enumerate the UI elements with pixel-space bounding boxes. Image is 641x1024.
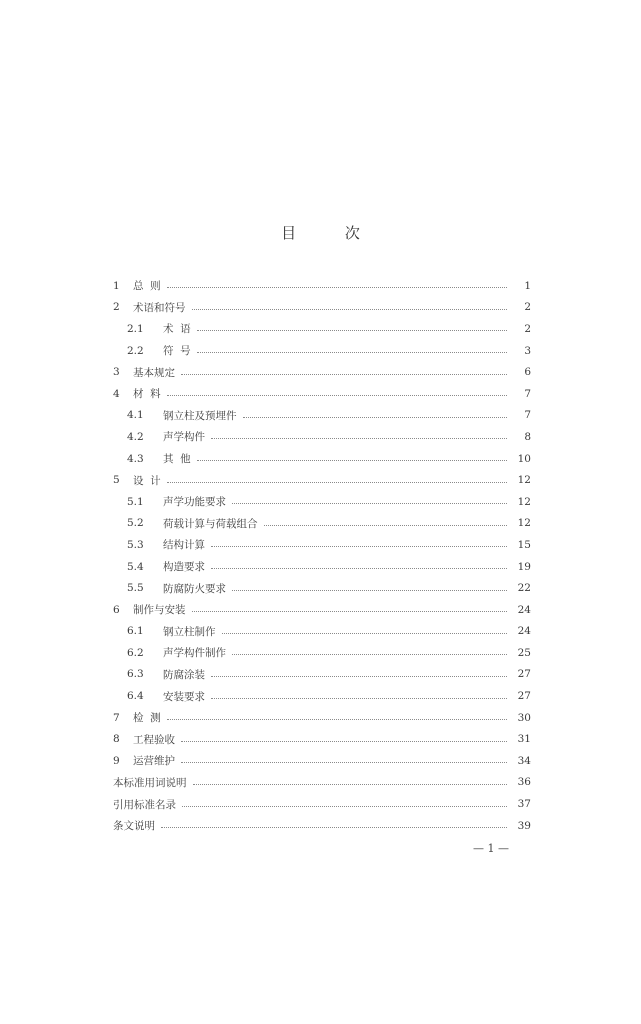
toc-entry — [113, 297, 531, 319]
toc-entry-number: 2.2 — [127, 344, 144, 357]
toc-entry — [113, 750, 531, 772]
toc-entry — [113, 642, 531, 664]
toc-title: 目 次 — [281, 224, 382, 242]
toc-dot-leader — [232, 590, 507, 591]
toc-dot-leader — [211, 676, 507, 677]
toc-dot-leader — [181, 374, 507, 375]
toc-entry-label: 声学功能要求 — [163, 496, 226, 509]
toc-entry-page: 3 — [524, 344, 531, 357]
toc-entry-number: 9 — [113, 754, 120, 767]
toc-entry-page: 27 — [517, 668, 531, 681]
toc-entry-page: 2 — [524, 301, 531, 314]
toc-dot-leader — [264, 525, 508, 526]
toc-entry — [113, 513, 531, 535]
toc-entry-number: 1 — [113, 279, 120, 292]
toc-entry — [113, 707, 531, 729]
toc-entry-number: 5.5 — [127, 582, 144, 595]
toc-dot-leader — [167, 395, 507, 396]
toc-entry-page: 22 — [517, 582, 531, 595]
toc-entry-page: 7 — [524, 409, 531, 422]
toc-entry — [113, 556, 531, 578]
toc-entry — [113, 383, 531, 405]
toc-entry — [113, 448, 531, 470]
toc-entry-label: 检 测 — [133, 712, 161, 725]
toc-entry-number: 4.3 — [127, 452, 144, 465]
toc-entry-number: 3 — [113, 366, 120, 379]
toc-entry — [113, 577, 531, 599]
toc-entry-page: 31 — [517, 733, 531, 746]
toc-entry — [113, 793, 531, 815]
toc-entry-page: 34 — [517, 754, 531, 767]
toc-entry-number: 5.4 — [127, 560, 144, 573]
toc-entry-page: 6 — [524, 366, 531, 379]
toc-dot-leader — [211, 546, 507, 547]
toc-entry-label: 其 他 — [163, 453, 191, 466]
toc-entry-label: 总 则 — [133, 280, 161, 293]
toc-entry-page: 24 — [517, 603, 531, 616]
toc-entry-label: 工程验收 — [133, 733, 175, 746]
page-number-footer: — 1 — — [473, 842, 509, 855]
toc-entry-label: 声学构件 — [163, 431, 205, 444]
toc-entry-page: 37 — [517, 798, 531, 811]
toc-entry — [113, 275, 531, 297]
toc-dot-leader — [243, 417, 508, 418]
toc-entry-number: 4.1 — [127, 409, 144, 422]
toc-entry-page: 10 — [517, 452, 531, 465]
toc-entry-label: 防腐防火要求 — [163, 582, 226, 595]
toc-entry-page: 12 — [517, 495, 531, 508]
toc-entry-number: 8 — [113, 733, 120, 746]
toc-entry-label: 声学构件制作 — [163, 647, 226, 660]
toc-entry-page: 19 — [517, 560, 531, 573]
toc-entry-label: 材 料 — [133, 388, 161, 401]
toc-entry — [113, 361, 531, 383]
toc-entry-page: 12 — [517, 474, 531, 487]
toc-entry — [113, 405, 531, 427]
toc-entry — [113, 728, 531, 750]
toc-entry-label: 设 计 — [133, 474, 161, 487]
toc-entry — [113, 534, 531, 556]
toc-entry — [113, 664, 531, 686]
toc-entry-number: 6.3 — [127, 668, 144, 681]
toc-entry — [113, 491, 531, 513]
toc-entry-page: 7 — [524, 387, 531, 400]
toc-entry-number: 6.4 — [127, 690, 144, 703]
toc-entry — [113, 685, 531, 707]
toc-entry-label: 荷载计算与荷载组合 — [163, 517, 258, 530]
toc-entry-number: 5.2 — [127, 517, 144, 530]
toc-entry-page: 27 — [517, 690, 531, 703]
toc-dot-leader — [232, 503, 507, 504]
toc-entry-page: 39 — [517, 819, 531, 832]
toc-entry-number: 6.1 — [127, 625, 144, 638]
toc-entry — [113, 469, 531, 491]
toc-entry-page: 15 — [517, 538, 531, 551]
table-of-contents — [113, 275, 531, 836]
toc-dot-leader — [232, 654, 507, 655]
toc-entry-page: 25 — [517, 646, 531, 659]
toc-entry-label: 本标准用词说明 — [113, 776, 187, 789]
toc-entry-page: 12 — [517, 517, 531, 530]
toc-entry-number: 6 — [113, 603, 120, 616]
toc-entry-label: 引用标准名录 — [113, 798, 176, 811]
toc-entry-number: 7 — [113, 711, 120, 724]
toc-entry — [113, 599, 531, 621]
toc-dot-leader — [197, 330, 507, 331]
toc-entry-number: 4 — [113, 387, 120, 400]
toc-entry-number: 5.1 — [127, 495, 144, 508]
toc-entry-number: 5.3 — [127, 538, 144, 551]
toc-entry-label: 结构计算 — [163, 539, 205, 552]
toc-entry-page: 36 — [517, 776, 531, 789]
toc-entry-label: 钢立柱制作 — [163, 625, 216, 638]
toc-entry-label: 安装要求 — [163, 690, 205, 703]
toc-entry-label: 基本规定 — [133, 366, 175, 379]
toc-dot-leader — [193, 784, 508, 785]
toc-dot-leader — [181, 741, 507, 742]
toc-entry — [113, 318, 531, 340]
toc-entry-number: 6.2 — [127, 646, 144, 659]
toc-dot-leader — [182, 806, 507, 807]
toc-entry-label: 制作与安装 — [133, 604, 186, 617]
toc-dot-leader — [192, 611, 508, 612]
toc-entry-number: 2 — [113, 301, 120, 314]
toc-entry — [113, 426, 531, 448]
toc-dot-leader — [197, 460, 507, 461]
toc-dot-leader — [167, 287, 507, 288]
toc-entry-number: 2.1 — [127, 322, 144, 335]
toc-dot-leader — [197, 352, 507, 353]
toc-entry-label: 条文说明 — [113, 820, 155, 833]
toc-dot-leader — [222, 633, 508, 634]
toc-entry — [113, 621, 531, 643]
toc-entry-number: 4.2 — [127, 430, 144, 443]
toc-dot-leader — [211, 698, 507, 699]
toc-dot-leader — [167, 719, 507, 720]
toc-entry-label: 运营维护 — [133, 755, 175, 768]
toc-dot-leader — [192, 309, 508, 310]
toc-entry-label: 术语和符号 — [133, 301, 186, 314]
toc-entry-page: 24 — [517, 625, 531, 638]
toc-dot-leader — [167, 482, 507, 483]
toc-entry-page: 8 — [524, 430, 531, 443]
toc-entry-number: 5 — [113, 474, 120, 487]
toc-dot-leader — [211, 438, 507, 439]
toc-dot-leader — [161, 827, 507, 828]
toc-entry — [113, 340, 531, 362]
toc-entry-page: 2 — [524, 322, 531, 335]
toc-entry-label: 符 号 — [163, 345, 191, 358]
toc-entry-label: 构造要求 — [163, 561, 205, 574]
toc-entry — [113, 772, 531, 794]
toc-entry-label: 术 语 — [163, 323, 191, 336]
toc-entry — [113, 815, 531, 837]
toc-entry-label: 防腐涂装 — [163, 668, 205, 681]
toc-dot-leader — [181, 762, 507, 763]
toc-entry-page: 30 — [517, 711, 531, 724]
toc-dot-leader — [211, 568, 507, 569]
toc-entry-page: 1 — [524, 279, 531, 292]
toc-entry-label: 钢立柱及预埋件 — [163, 409, 237, 422]
